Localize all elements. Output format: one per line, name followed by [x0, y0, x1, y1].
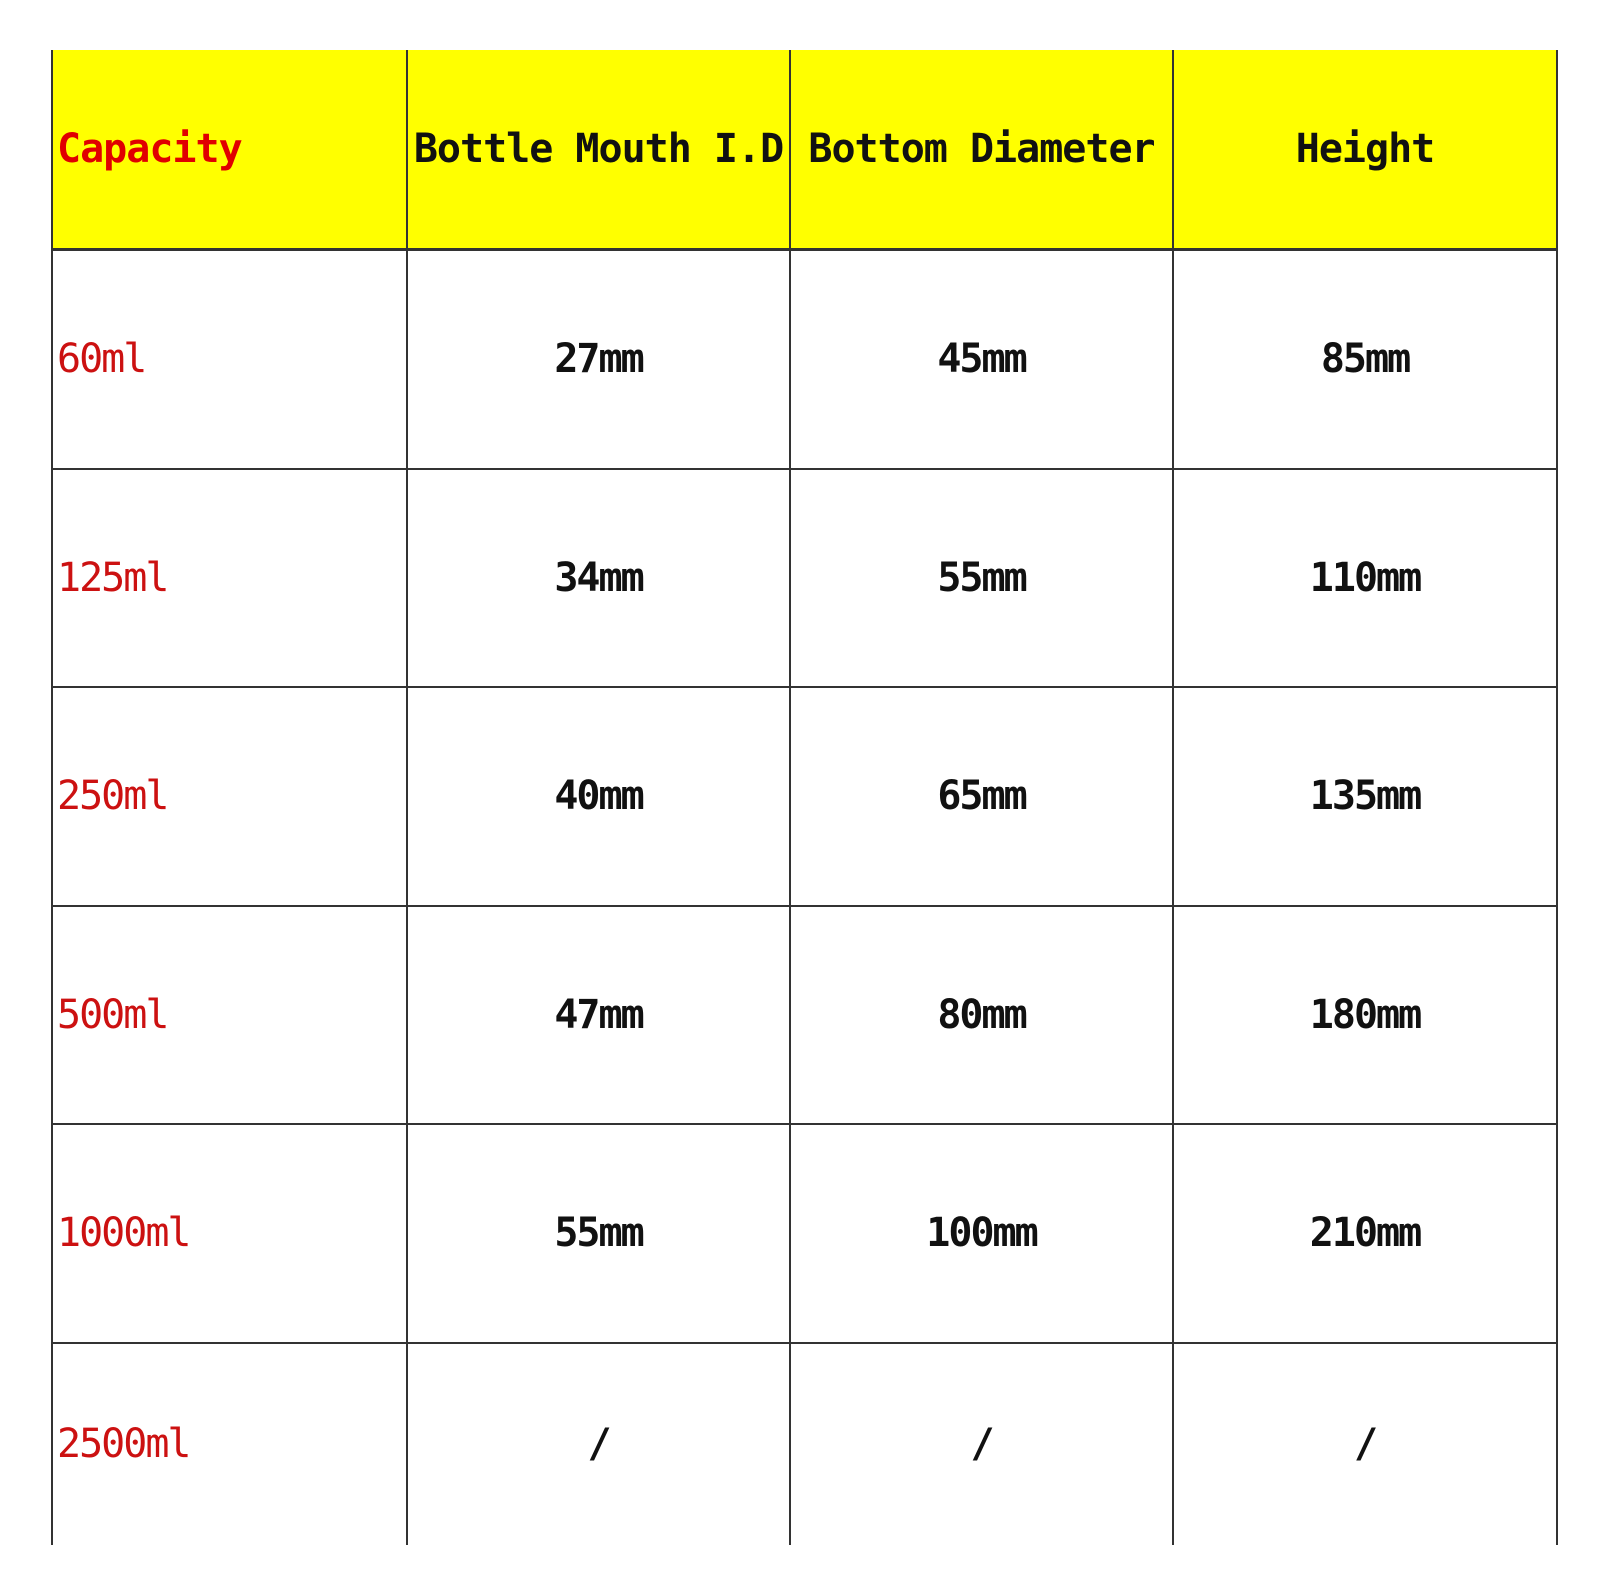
bottom-diameter-cell: 65mm — [790, 687, 1173, 906]
mouth-id-cell: 34mm — [407, 469, 790, 688]
header-bottom-diameter: Bottom Diameter — [790, 50, 1173, 250]
height-cell: 180mm — [1173, 906, 1557, 1125]
capacity-cell: 60ml — [52, 250, 407, 469]
mouth-id-cell: 47mm — [407, 906, 790, 1125]
height-cell: / — [1173, 1343, 1557, 1545]
bottom-diameter-cell: 55mm — [790, 469, 1173, 688]
mouth-id-cell: 27mm — [407, 250, 790, 469]
mouth-id-cell: / — [407, 1343, 790, 1545]
bottom-diameter-cell: 45mm — [790, 250, 1173, 469]
table-row — [52, 1124, 1557, 1343]
table-row — [52, 469, 1557, 688]
capacity-cell: 1000ml — [52, 1124, 407, 1343]
header-bottle-mouth-id: Bottle Mouth I.D — [407, 50, 790, 250]
capacity-cell: 125ml — [52, 469, 407, 688]
capacity-cell: 2500ml — [52, 1343, 407, 1545]
capacity-cell: 250ml — [52, 687, 407, 906]
table-row — [52, 250, 1557, 469]
header-capacity: Capacity — [52, 50, 407, 250]
bottle-size-table — [51, 50, 1558, 1545]
height-cell: 210mm — [1173, 1124, 1557, 1343]
table-row — [52, 1343, 1557, 1545]
bottom-diameter-cell: 80mm — [790, 906, 1173, 1125]
height-cell: 85mm — [1173, 250, 1557, 469]
table-row — [52, 906, 1557, 1125]
height-cell: 110mm — [1173, 469, 1557, 688]
capacity-cell: 500ml — [52, 906, 407, 1125]
mouth-id-cell: 55mm — [407, 1124, 790, 1343]
bottom-diameter-cell: 100mm — [790, 1124, 1173, 1343]
table-row — [52, 687, 1557, 906]
table-header-row — [52, 50, 1557, 250]
mouth-id-cell: 40mm — [407, 687, 790, 906]
header-height: Height — [1173, 50, 1557, 250]
bottom-diameter-cell: / — [790, 1343, 1173, 1545]
height-cell: 135mm — [1173, 687, 1557, 906]
